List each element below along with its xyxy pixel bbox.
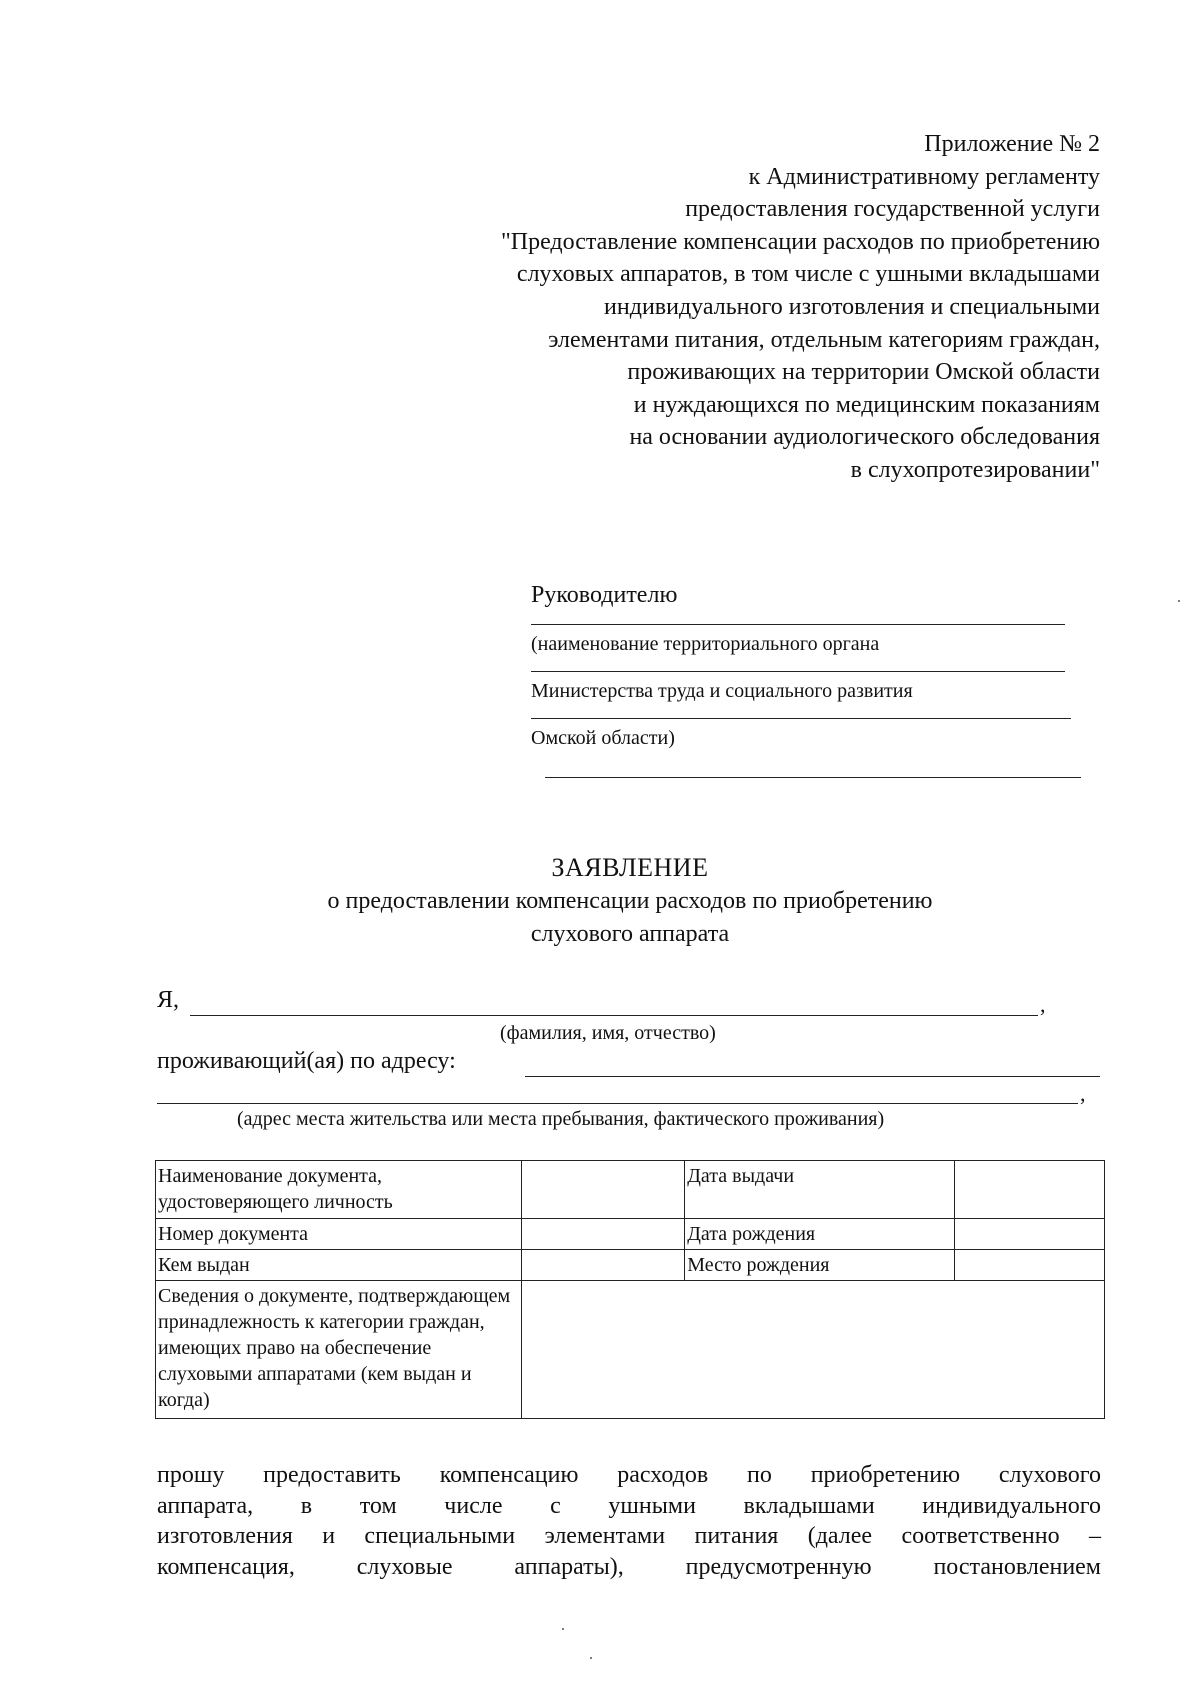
paragraph-line: компенсация, слуховые аппараты), предусмотренную постановлением bbox=[157, 1553, 1101, 1580]
appendix-line: элементами питания, отдельным категориям граждан, bbox=[548, 326, 1100, 353]
statement-subtitle: слухового аппарата bbox=[530, 921, 730, 947]
addressee-caption: Омской области) bbox=[531, 727, 675, 749]
addressee-fill-line bbox=[545, 777, 1081, 778]
table-row bbox=[156, 1281, 1105, 1419]
table-cell-label: Кем выдан bbox=[156, 1250, 522, 1281]
table-cell-input[interactable] bbox=[521, 1281, 1104, 1419]
addressee-block bbox=[531, 580, 1071, 778]
address-label: проживающий(ая) по адресу: bbox=[157, 1048, 456, 1074]
appendix-line: и нуждающихся по медицинским показаниям bbox=[633, 391, 1100, 418]
scan-speck bbox=[590, 1657, 592, 1659]
comma: , bbox=[1040, 992, 1046, 1017]
addressee-caption: (наименование территориального органа bbox=[531, 633, 880, 655]
fio-field-line[interactable] bbox=[190, 1015, 1038, 1016]
table-cell-label: Дата выдачи bbox=[685, 1161, 955, 1219]
table-row bbox=[156, 1250, 1105, 1281]
addressee-heading: Руководителю bbox=[531, 582, 678, 608]
applicant-label: Я, bbox=[157, 987, 180, 1013]
paragraph-line: изготовления и специальными элементами питания (далее соответственно – bbox=[157, 1523, 1101, 1549]
fio-caption: (фамилия, имя, отчество) bbox=[500, 1022, 716, 1044]
appendix-line: слуховых аппаратов, в том числе с ушными вкладышами bbox=[516, 261, 1100, 288]
appendix-header bbox=[200, 128, 1100, 487]
appendix-line: проживающих на территории Омской области bbox=[627, 359, 1100, 386]
paragraph-line: аппарата, в том числе с ушными вкладышами индивидуального bbox=[157, 1492, 1101, 1519]
table-cell-input[interactable] bbox=[955, 1219, 1105, 1250]
table-row bbox=[156, 1219, 1105, 1250]
request-paragraph bbox=[157, 1460, 1101, 1582]
table-cell-input[interactable] bbox=[521, 1250, 684, 1281]
statement-heading: ЗАЯВЛЕНИЕ bbox=[551, 853, 709, 882]
addressee-fill-line bbox=[531, 624, 1065, 625]
table-cell-input[interactable] bbox=[521, 1161, 684, 1219]
appendix-line: к Административному регламенту bbox=[748, 163, 1100, 190]
table-cell-input[interactable] bbox=[955, 1250, 1105, 1281]
statement-subtitle: о предоставлении компенсации расходов по приобретению bbox=[327, 888, 933, 914]
table-cell-input[interactable] bbox=[521, 1219, 684, 1250]
table-cell-label: Место рождения bbox=[685, 1250, 955, 1281]
address-field-line[interactable] bbox=[525, 1076, 1100, 1077]
address-caption: (адрес места жительства или места пребывания, фактического проживания) bbox=[237, 1108, 885, 1130]
statement-title bbox=[200, 851, 1060, 951]
appendix-line: предоставления государственной услуги bbox=[685, 196, 1100, 223]
table-cell-label: Сведения о документе, подтверждающем принадлежность к категории граждан, имеющих право на обеспечение слуховыми аппаратами (кем выдан и когда) bbox=[156, 1281, 522, 1419]
scan-speck bbox=[1178, 600, 1180, 602]
addressee-caption: Министерства труда и социального развития bbox=[531, 680, 913, 702]
table-cell-input[interactable] bbox=[955, 1161, 1105, 1219]
appendix-line: в слухопротезировании" bbox=[850, 456, 1100, 483]
addressee-fill-line bbox=[531, 671, 1065, 672]
table-row bbox=[156, 1161, 1105, 1219]
document-info-table bbox=[155, 1160, 1105, 1419]
table-cell-label: Номер документа bbox=[156, 1219, 522, 1250]
address-field-line[interactable] bbox=[157, 1103, 1078, 1104]
comma: , bbox=[1080, 1081, 1086, 1106]
appendix-line: индивидуального изготовления и специальными bbox=[604, 293, 1100, 320]
addressee-fill-line bbox=[531, 718, 1071, 719]
table-cell-label: Наименование документа, удостоверяющего личность bbox=[156, 1161, 522, 1219]
appendix-line: Приложение № 2 bbox=[924, 131, 1100, 157]
paragraph-line: прошу предоставить компенсацию расходов по приобретению слухового bbox=[157, 1462, 1101, 1488]
table-cell-label: Дата рождения bbox=[685, 1219, 955, 1250]
appendix-line: на основании аудиологического обследования bbox=[629, 424, 1100, 451]
scan-speck bbox=[562, 1628, 564, 1630]
appendix-line: "Предоставление компенсации расходов по приобретению bbox=[500, 228, 1100, 255]
